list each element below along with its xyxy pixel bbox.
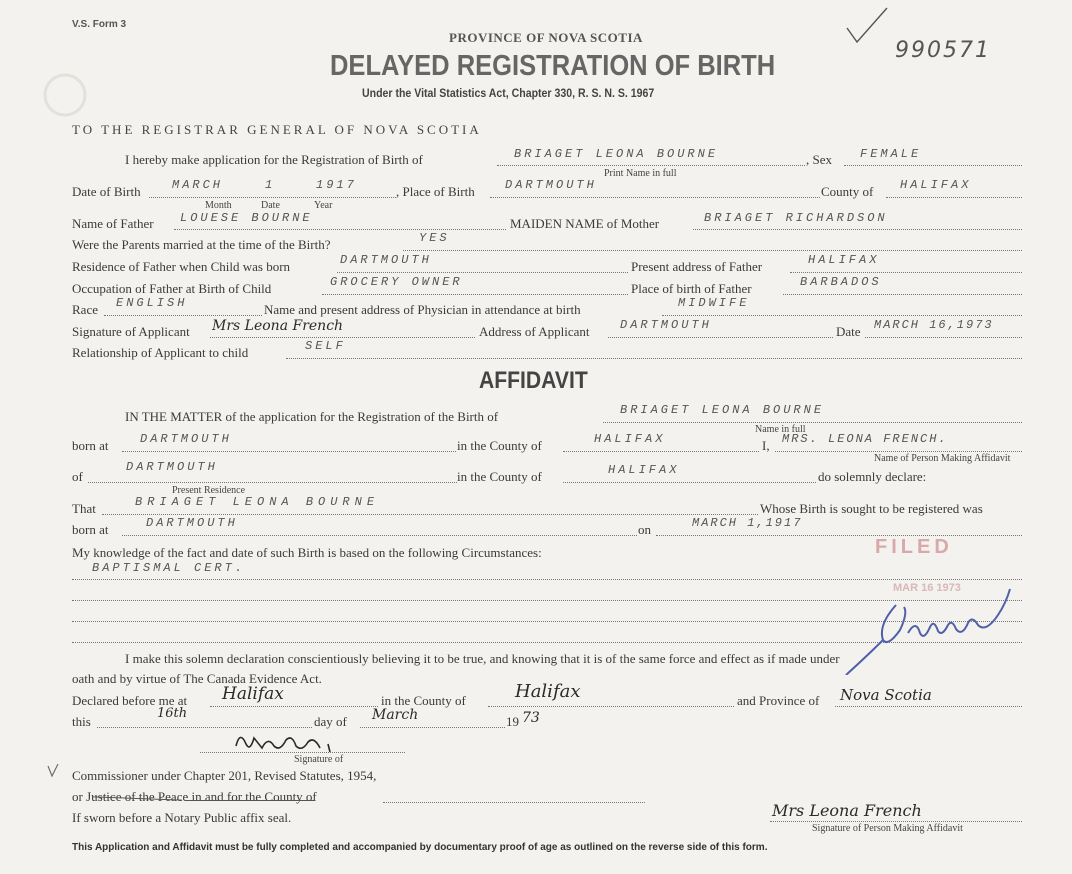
place-line <box>490 197 820 198</box>
caption-month: Month <box>205 200 232 211</box>
race-label: Race <box>72 302 98 317</box>
circumstance-value: BAPTISMAL CERT. <box>92 561 246 575</box>
address-applicant-line <box>608 337 833 338</box>
birthplace-father-line <box>783 294 1022 295</box>
commissioner-label: Commissioner under Chapter 201, Revised Statutes, 1954, <box>72 768 377 783</box>
name-caption: Print Name in full <box>604 168 677 179</box>
county1-value: HALIFAX <box>594 432 666 446</box>
day-value: 16th <box>157 706 188 721</box>
residence-value: DARTMOUTH <box>126 460 218 474</box>
matter-name-caption: Name in full <box>755 424 806 435</box>
act-subtitle: Under the Vital Statistics Act, Chapter 330, R. S. N. S. 1967 <box>362 86 655 100</box>
occupation-value: GROCERY OWNER <box>330 275 463 289</box>
circumstance-line-1 <box>72 579 1022 580</box>
address-applicant-label: Address of Applicant <box>479 324 590 339</box>
declare-label: do solemnly declare: <box>818 469 927 484</box>
county-line <box>886 197 1022 198</box>
declared-county-label: in the County of <box>381 693 466 708</box>
underline-mark <box>185 800 315 801</box>
notary-label: If sworn before a Notary Public affix seal. <box>72 810 292 825</box>
this-label: this <box>72 714 91 729</box>
born-at2-label: born at <box>72 522 109 537</box>
whose-birth-label: Whose Birth is sought to be registered was <box>760 501 983 516</box>
punch-mark <box>40 70 90 120</box>
born-at2-value: DARTMOUTH <box>146 516 238 530</box>
in-county-label-2: in the County of <box>457 469 542 484</box>
that-value: BRIAGET LEONA BOURNE <box>135 495 380 509</box>
physician-line <box>662 315 1022 316</box>
father-label: Name of Father <box>72 216 154 231</box>
applicant-signature: Mrs Leona French <box>212 318 344 334</box>
present-address-father-value: HALIFAX <box>808 253 880 267</box>
commissioner-sig-line <box>200 752 405 753</box>
province-line <box>835 706 1022 707</box>
on-value: MARCH 1,1917 <box>692 516 803 530</box>
province-heading: PROVINCE OF NOVA SCOTIA <box>449 30 643 45</box>
dob-label: Date of Birth <box>72 184 141 199</box>
relationship-value: SELF <box>305 339 346 353</box>
sex-value: FEMALE <box>860 147 922 161</box>
footer-note: This Application and Affidavit must be fully completed and accompanied by documentary proof of age as outlined on the reverse side of this form. <box>72 842 768 853</box>
signature-applicant-line <box>210 337 475 338</box>
solemn-line-1: I make this solemn declaration conscientiously believing it to be true, and knowing that it is of the same force and effect as if made under <box>125 651 840 666</box>
birthplace-father-label: Place of birth of Father <box>631 281 752 296</box>
residence-line <box>88 482 457 483</box>
matter-name: BRIAGET LEONA BOURNE <box>620 403 825 417</box>
solemn-line-2: oath and by virtue of The Canada Evidence Act. <box>72 671 322 686</box>
residence-father-label: Residence of Father when Child was born <box>72 259 291 274</box>
justice-label: or Justice of the Peace in and for the County of <box>72 789 317 804</box>
caption-date: Date <box>261 200 280 211</box>
tick-mark <box>46 762 60 778</box>
affidavit-heading: AFFIDAVIT <box>479 367 588 394</box>
declared-at-value: Halifax <box>222 684 284 704</box>
month-value: March <box>372 707 419 723</box>
physician-label: Name and present address of Physician in attendance at birth <box>264 302 581 317</box>
dob-month: MARCH <box>172 178 224 192</box>
county2-value: HALIFAX <box>608 463 680 477</box>
county-value: HALIFAX <box>900 178 972 192</box>
relationship-line <box>286 358 1022 359</box>
dob-line <box>149 197 396 198</box>
place-label: , Place of Birth <box>396 184 475 199</box>
in-county-label-1: in the County of <box>457 438 542 453</box>
declared-county-line <box>488 706 734 707</box>
deponent-signature-line <box>770 821 1022 822</box>
deponent-value: MRS. LEONA FRENCH. <box>782 432 948 446</box>
mother-line <box>693 229 1022 230</box>
that-label: That <box>72 501 96 516</box>
name-line <box>497 165 805 166</box>
matter-label: IN THE MATTER of the application for the Registration of the Birth of <box>125 409 499 424</box>
married-label: Were the Parents married at the time of the Birth? <box>72 237 331 252</box>
signature-of-caption: Signature of <box>294 754 344 765</box>
date-line <box>865 337 1022 338</box>
birthplace-father-value: BARBADOS <box>800 275 882 289</box>
on-label: on <box>638 522 651 537</box>
caption-year: Year <box>314 200 333 211</box>
county2-line <box>563 482 816 483</box>
place-value: DARTMOUTH <box>505 178 597 192</box>
sex-label: , Sex <box>806 152 832 167</box>
deponent-line <box>775 451 1022 452</box>
declared-label: Declared before me at <box>72 693 188 708</box>
residence-father-value: DARTMOUTH <box>340 253 432 267</box>
married-line <box>403 250 1022 251</box>
county1-line <box>563 451 759 452</box>
occupation-label: Occupation of Father at Birth of Child <box>72 281 272 296</box>
born-at-value: DARTMOUTH <box>140 432 232 446</box>
date-value: MARCH 16,1973 <box>874 318 994 332</box>
child-name-value: BRIAGET LEONA BOURNE <box>514 147 719 161</box>
address-applicant-value: DARTMOUTH <box>620 318 712 332</box>
father-value: LOUESE BOURNE <box>180 211 313 225</box>
occupation-line <box>322 294 628 295</box>
declared-county-value: Halifax <box>515 681 581 702</box>
knowledge-label: My knowledge of the fact and date of such Birth is based on the following Circumstances: <box>72 545 542 560</box>
physician-value: MIDWIFE <box>678 296 750 310</box>
justice-county-line <box>383 802 645 803</box>
checkmark-icon <box>845 6 890 46</box>
addressee-line: TO THE REGISTRAR GENERAL OF NOVA SCOTIA <box>72 122 482 137</box>
that-line <box>102 514 758 515</box>
i-label: I, <box>762 438 770 453</box>
married-value: YES <box>419 231 450 245</box>
born-at-line <box>122 451 456 452</box>
filed-stamp-date: MAR 16 1973 <box>893 582 961 594</box>
dob-day: 1 <box>265 178 276 192</box>
race-value: ENGLISH <box>116 296 188 310</box>
present-address-father-line <box>790 272 1022 273</box>
form-number: V.S. Form 3 <box>72 19 127 30</box>
relationship-label: Relationship of Applicant to child <box>72 345 249 360</box>
signature-applicant-label: Signature of Applicant <box>72 324 190 339</box>
province-label: and Province of <box>737 693 820 708</box>
born-at2-line <box>122 535 637 536</box>
matter-line <box>603 422 1022 423</box>
month-line <box>360 727 505 728</box>
residence-father-line <box>337 272 628 273</box>
registrar-signature <box>838 585 1028 675</box>
deponent-signature: Mrs Leona French <box>772 801 922 820</box>
year-value: 73 <box>522 710 540 726</box>
deponent-caption: Name of Person Making Affidavit <box>874 453 1011 464</box>
county-label: County of <box>821 184 874 199</box>
present-address-father-label: Present address of Father <box>631 259 763 274</box>
father-line <box>174 229 506 230</box>
date-label: Date <box>836 324 861 339</box>
born-at-label: born at <box>72 438 109 453</box>
on-line <box>656 535 1022 536</box>
mother-label: MAIDEN NAME of Mother <box>510 216 660 231</box>
deponent-signature-caption: Signature of Person Making Affidavit <box>812 823 963 834</box>
reference-number: 990571 <box>895 38 991 63</box>
filed-stamp: FILED <box>875 536 953 558</box>
race-line <box>104 315 262 316</box>
dob-year: 1917 <box>316 178 357 192</box>
of-label: of <box>72 469 83 484</box>
year-prefix: 19 <box>506 714 519 729</box>
intro-label: I hereby make application for the Registration of Birth of <box>125 152 423 167</box>
form-title: DELAYED REGISTRATION OF BIRTH <box>330 50 776 82</box>
province-value: Nova Scotia <box>840 686 932 704</box>
mother-value: BRIAGET RICHARDSON <box>704 211 888 225</box>
day-of-label: day of <box>314 714 347 729</box>
residence-caption: Present Residence <box>172 485 246 496</box>
sex-line <box>844 165 1022 166</box>
declared-at-line <box>210 706 378 707</box>
